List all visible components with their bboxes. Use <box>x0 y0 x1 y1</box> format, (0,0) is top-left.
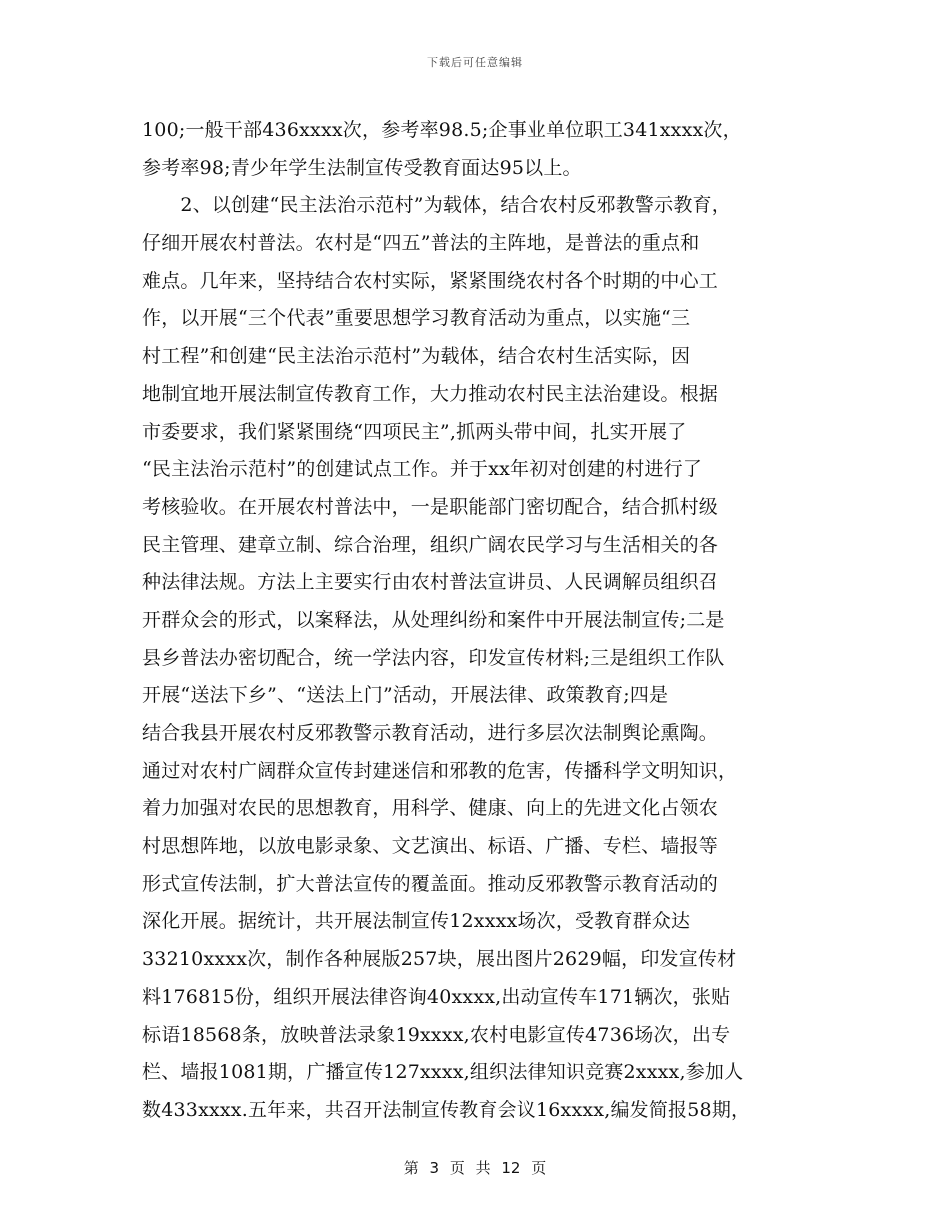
text-line: 难点。几年来，坚持结合农村实际，紧紧围绕农村各个时期的中心工 <box>142 269 719 292</box>
text-line: 种法律法规。方法上主要实行由农村普法宣讲员、人民调解员组织召 <box>142 571 719 594</box>
text-line: 作，以开展“三个代表”重要思想学习教育活动为重点，以实施“三 <box>142 307 691 330</box>
text-line: 通过对农村广阔群众宣传封建迷信和邪教的危害，传播科学文明知识， <box>142 759 738 782</box>
text-line: 数433xxxx.五年来，共召开法制宣传教育会议16xxxx,编发简报58期， <box>142 1098 751 1121</box>
page-footer: 第 3 页 共 12 页 <box>403 1159 547 1177</box>
text-line: 开群众会的形式，以案释法，从处理纠纷和案件中开展法制宣传;二是 <box>142 608 725 631</box>
text-line: 栏、墙报1081期，广播宣传127xxxx,组织法律知识竞赛2xxxx,参加人 <box>142 1061 744 1084</box>
text-line: 考核验收。在开展农村普法中，一是职能部门密切配合，结合抓村级 <box>142 495 719 518</box>
text-line: 仔细开展农村普法。农村是“四五”普法的主阵地，是普法的重点和 <box>142 232 700 255</box>
text-line: 33210xxxx次，制作各种展版257块，展出图片2629幅，印发宣传材 <box>142 948 737 971</box>
text-line: 市委要求，我们紧紧围绕“四项民主”,抓两头带中间，扎实开展了 <box>142 420 687 443</box>
body-text <box>142 112 822 1130</box>
text-line: 100;一般干部436xxxx次，参考率98.5;企事业单位职工341xxxx次， <box>142 119 742 141</box>
text-line: 形式宣传法制，扩大普法宣传的覆盖面。推动反邪教警示教育活动的 <box>142 872 719 895</box>
text-line: 2、以创建“民主法治示范村”为载体，结合农村反邪教警示教育， <box>142 194 731 217</box>
text-line: 开展“送法下乡”、“送法上门”活动，开展法律、政策教育;四是 <box>142 684 669 707</box>
text-line: 村工程”和创建“民主法治示范村”为载体，结合农村生活实际，因 <box>142 345 691 368</box>
text-line: 民主管理、建章立制、综合治理，组织广阔农民学习与生活相关的各 <box>142 533 719 556</box>
text-line: 结合我县开展农村反邪教警示教育活动，进行多层次法制舆论熏陶。 <box>142 722 719 744</box>
text-line: 深化开展。据统计，共开展法制宣传12xxxx场次，受教育群众达 <box>142 910 691 933</box>
text-line: 村思想阵地，以放电影录象、文艺演出、标语、广播、专栏、墙报等 <box>142 835 719 858</box>
text-line: 县乡普法办密切配合，统一学法内容，印发宣传材料;三是组织工作队 <box>142 646 725 669</box>
text-line: 料176815份，组织开展法律咨询40xxxx,出动宣传车171辆次，张贴 <box>142 985 731 1008</box>
text-line: 地制宜地开展法制宣传教育工作，大力推动农村民主法治建设。根据 <box>142 382 719 405</box>
text-line: “民主法治示范村”的创建试点工作。并于xx年初对创建的村进行了 <box>142 458 703 481</box>
text-line: 着力加强对农民的思想教育，用科学、健康、向上的先进文化占领农 <box>142 797 719 820</box>
text-line: 标语18568条，放映普法录象19xxxx,农村电影宣传4736场次，出专 <box>142 1023 731 1046</box>
page-header: 下载后可任意编辑 <box>427 56 523 69</box>
text-line: 参考率98;青少年学生法制宣传受教育面达95以上。 <box>142 156 582 179</box>
